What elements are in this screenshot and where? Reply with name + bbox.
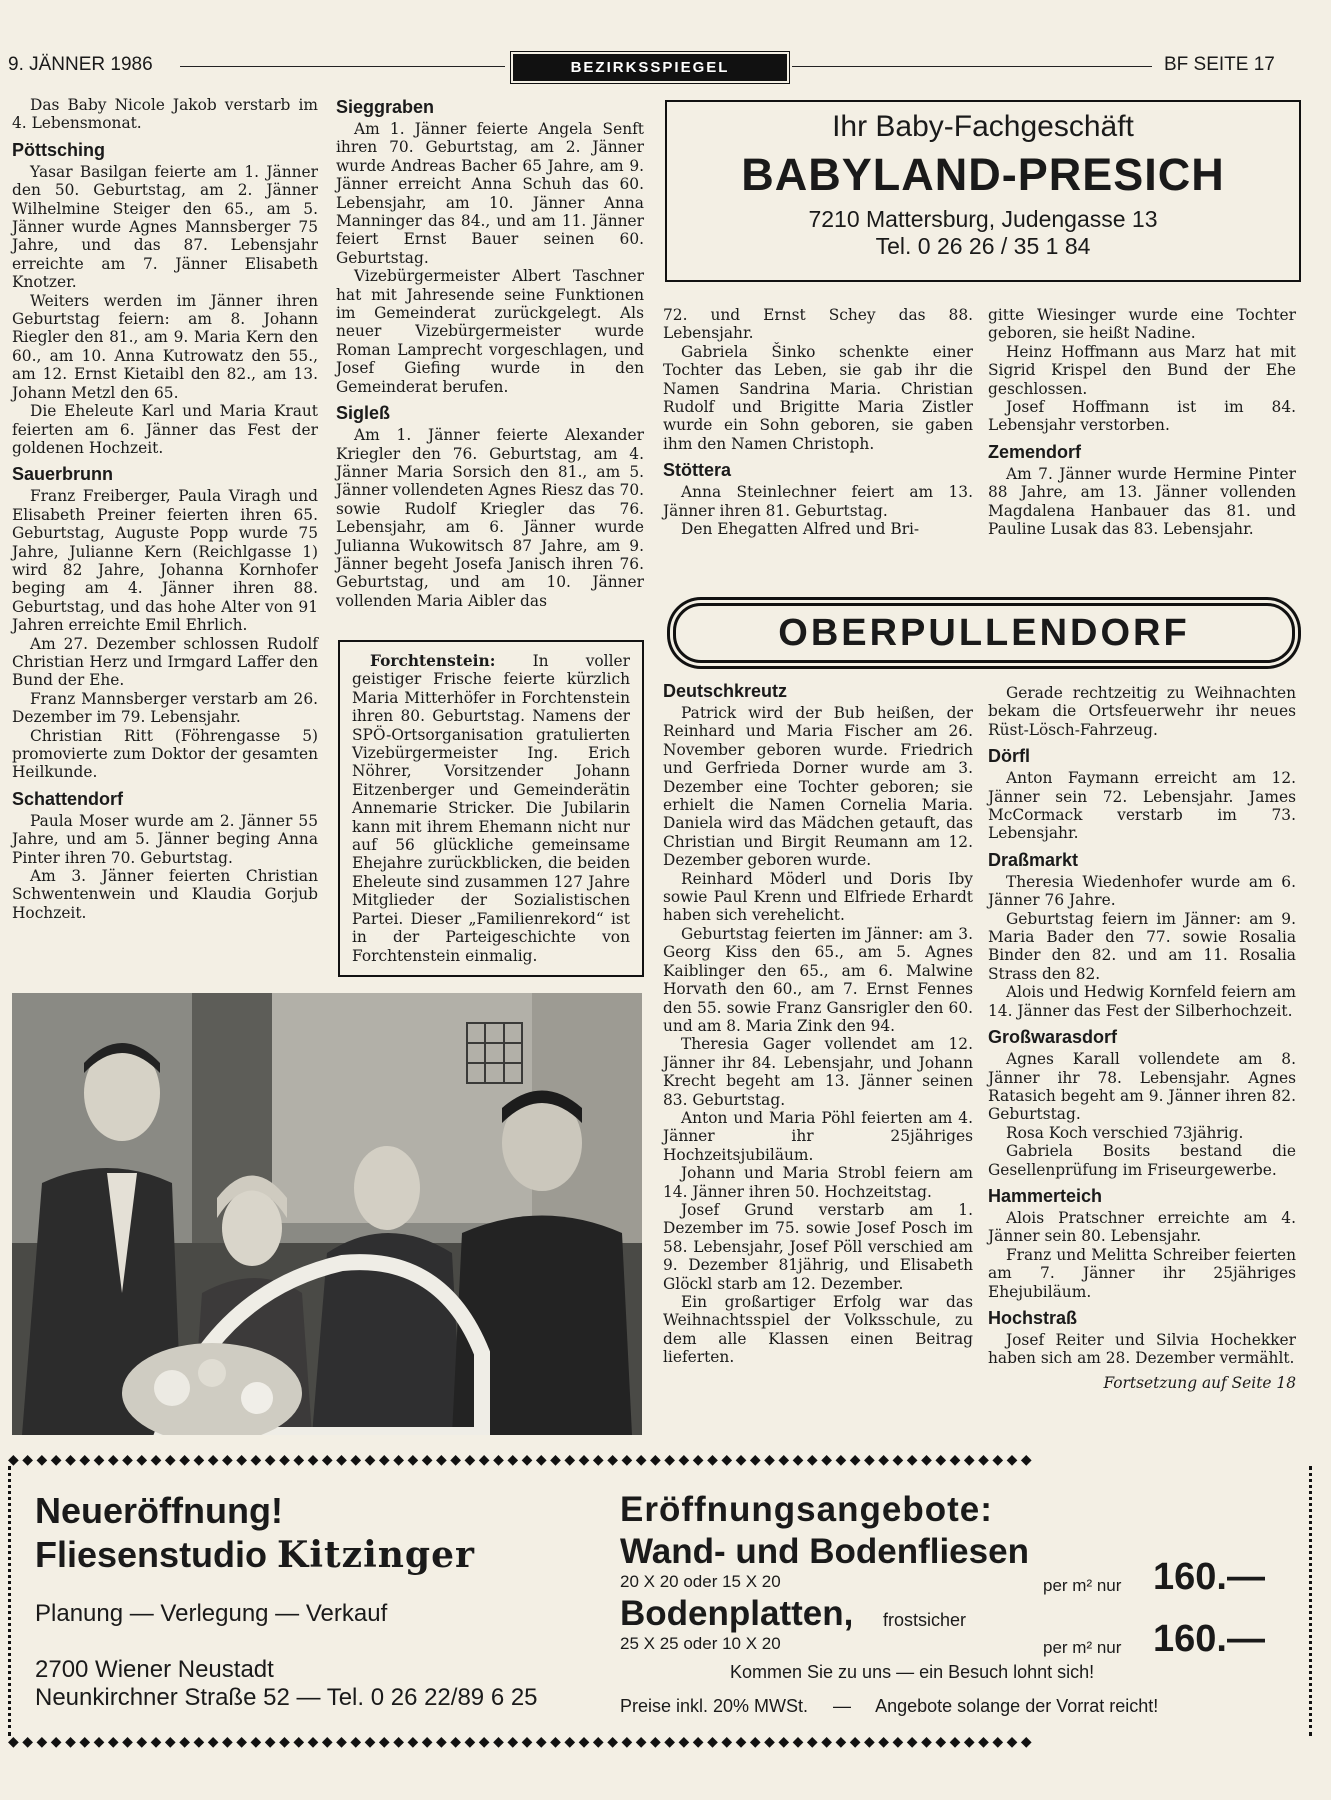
column-3 bbox=[663, 680, 973, 1367]
article-text: gitte Wiesinger wurde eine Tochter geboren, sie heißt Nadine. bbox=[988, 306, 1296, 343]
section-rubric: BEZIRKSSPIEGEL bbox=[513, 54, 787, 81]
continuation-note: Fortsetzung auf Seite 18 bbox=[1103, 1373, 1296, 1392]
article-text: Alois und Hedwig Kornfeld feiern am 14. Jänner das Fest der Silberhochzeit. bbox=[988, 983, 1296, 1020]
ad-headline-studio bbox=[35, 1534, 475, 1576]
article-text: Christian Ritt (Föhrengasse 5) promovierte zum Doktor der gesamten Heilkunde. bbox=[12, 726, 318, 782]
article-text: Theresia Wiedenhofer wurde am 6. Jänner 76 Jahre. bbox=[988, 872, 1296, 910]
article-text: Vizebürgermeister Albert Taschner hat mit Jahresende seine Funktionen im Gemeinderat zurückgelegt. Als neuer Vizebürgermeister wurde Roman Lamprecht vorgeschlagen, und Josef Giefing wurde in den Gemeinderat berufen. bbox=[336, 267, 644, 396]
article-text: Alois Pratschner erreichte am 4. Jänner sein 80. Lebensjahr. bbox=[988, 1208, 1296, 1246]
article-text: Das Baby Nicole Jakob verstarb im 4. Lebensmonat. bbox=[12, 96, 318, 133]
article-text: Am 1. Jänner feierte Alexander Kriegler den 76. Geburtstag, am 4. Jänner Maria Sorsich den 81., am 5. Jänner vollendeten Agnes Riesz das 70. sowie Rudolf Kriegler das 76. Lebensjahr, am 6. Jänner wurde Julianna Wukowitsch 87 Jahre, am 9. Jänner begeht Josefa Janisch ihren 76. Geburtstag, und am 10. Jänner vollenden Maria Aibler das bbox=[336, 426, 645, 610]
photo-illustration bbox=[12, 993, 642, 1435]
ad-offer-floorplates: Bodenplatten, bbox=[620, 1594, 854, 1633]
ad-offer-title: Eröffnungsangebote: bbox=[620, 1490, 993, 1529]
heading-deutschkreutz: Deutschkreutz bbox=[663, 681, 788, 701]
article-text: Patrick wird der Bub heißen, der Reinhard und Maria Fischer am 26. November geboren wurde. Friedrich und Gerfrieda Dorner wurde am 3. Dezember eine Tochter geboren; sie erhielt die Namen Cornelia Maria. Daniela wird das Mädchen getauft, das Christian und Birgit Reumann am 12. Dezember geboren wurde. bbox=[663, 704, 973, 870]
ad-per-m2: per m² nur bbox=[1043, 1576, 1122, 1595]
article-text: Franz Freiberger, Paula Viragh und Elisabeth Preiner feierten ihren 65. Geburtstag, Auguste Popp wurde 75 Jahre, Julianne Kern (Reichlgasse 1) wird 82 Jahre, Johanna Kornhofer beging am 4. Jänner ihren 88. Geburtstag, und das hohe Alter von 91 Jahren erreichte Emil Ehrlich. bbox=[12, 487, 318, 635]
heading-schattendorf: Schattendorf bbox=[12, 788, 124, 809]
article-text: Anton und Maria Pöhl feierten am 4. Jänner ihr 25jähriges Hochzeitsjubiläum. bbox=[663, 1108, 973, 1164]
heading-hochstrass: Hochstraß bbox=[988, 1307, 1078, 1328]
ad-headline-opening: Neueröffnung! bbox=[35, 1490, 283, 1531]
ad-baby-phone: Tel. 0 26 26 / 35 1 84 bbox=[875, 233, 1091, 259]
heading-sigless: Sigleß bbox=[336, 403, 391, 424]
ad-per-m2-2: per m² nur bbox=[1043, 1638, 1122, 1657]
ad-babyland bbox=[665, 100, 1301, 282]
article-text: Weiters werden im Jänner ihren Geburtstag feiern: am 8. Johann Riegler den 81., am 9. Maria Kern den 60., am 10. Anna Kutrowatz den 55., am 12. Ernst Kietaibl den 82., am 13. Johann Metzl den 65. bbox=[12, 291, 318, 402]
ad-city: 2700 Wiener Neustadt bbox=[35, 1656, 274, 1683]
diamond-border-bottom: ◆◆◆◆◆◆◆◆◆◆◆◆◆◆◆◆◆◆◆◆◆◆◆◆◆◆◆◆◆◆◆◆◆◆◆◆◆◆◆◆◆◆◆◆◆◆◆◆◆◆◆◆◆◆◆◆◆◆◆◆◆◆◆◆◆◆◆◆◆◆◆◆ bbox=[8, 1734, 1036, 1750]
article-text: Johann und Maria Strobl feiern am 14. Jänner ihren 50. Hochzeitstag. bbox=[663, 1164, 973, 1201]
article-text: Ein großartiger Erfolg war das Weihnachtsspiel der Volksschule, zu dem alle Klassen einen Beitrag lieferten. bbox=[663, 1293, 973, 1367]
article-text: Geburtstag feiern im Jänner: am 9. Maria Bader den 77. sowie Rosalia Binder den 82. und am 11. Rosalia Strass den 82. bbox=[988, 909, 1296, 983]
article-text: Franz Mannsberger verstarb am 26. Dezember im 79. Lebensjahr. bbox=[12, 689, 318, 727]
heading-hammerteich: Hammerteich bbox=[988, 1185, 1103, 1206]
ad-price-2: 160.— bbox=[1153, 1618, 1265, 1660]
ad-baby-tagline: Ihr Baby-Fachgeschäft bbox=[832, 110, 1134, 143]
column-4-top bbox=[988, 306, 1296, 538]
ad-visit-line: Kommen Sie zu uns — ein Besuch lohnt sich! bbox=[730, 1662, 1095, 1682]
ad-studio-prefix: Fliesenstudio bbox=[35, 1534, 278, 1575]
ad-offer2-note: frostsicher bbox=[883, 1610, 967, 1630]
ad-studio-brand: Kitzinger bbox=[277, 1534, 475, 1576]
article-text: Reinhard Möderl und Doris Iby sowie Paul Krenn und Elfriede Erhardt haben sich verehelicht. bbox=[663, 869, 973, 925]
article-text: Gerade rechtzeitig zu Weihnachten bekam die Ortsfeuerwehr ihr neues Rüst-Lösch-Fahrzeug. bbox=[988, 684, 1296, 739]
ad-offer2-sizes: 25 X 25 oder 10 X 20 bbox=[620, 1634, 781, 1653]
article-text: Am 27. Dezember schlossen Rudolf Christian Herz und Irmgard Laffer den Bund der Ehe. bbox=[12, 634, 318, 690]
header-rule-left bbox=[180, 66, 505, 67]
article-text: 72. und Ernst Schey das 88. Lebensjahr. bbox=[663, 306, 973, 343]
diamond-border-left bbox=[8, 1466, 17, 1736]
article-text: Am 1. Jänner feierte Angela Senft ihren 70. Geburtstag, am 2. Jänner wurde Andreas Bacher 65 Jahre, am 9. Jänner erreicht Anna Schuh das 60. Lebensjahr, am 10. Jänner Anna Manninger das 84., und am 11. Jänner feiert Ernst Bauer seinen 60. Geburtstag. bbox=[336, 120, 644, 267]
ad-footer-line: Preise inkl. 20% MWSt. — Angebote solange der Vorrat reicht! bbox=[620, 1696, 1159, 1716]
ad-services: Planung — Verlegung — Verkauf bbox=[35, 1600, 388, 1627]
article-text: Anton Faymann erreicht am 12. Jänner sein 72. Lebensjahr. James McCormack verstarb im 73. Lebensjahr. bbox=[988, 769, 1296, 843]
heading-sieggraben: Sieggraben bbox=[336, 97, 435, 117]
issue-date: 9. JÄNNER 1986 bbox=[8, 54, 153, 75]
heading-doerfl: Dörfl bbox=[988, 746, 1030, 767]
article-text: Yasar Basilgan feierte am 1. Jänner den 50. Geburtstag, am 2. Jänner Wilhelmine Steiger den 65., am 5. Jänner wurde Agnes Mannsberger 75 Jahre, und das 87. Lebensjahr erreichte am 7. Jänner Elisabeth Knotzer. bbox=[12, 162, 318, 292]
page-number: BF SEITE 17 bbox=[1164, 54, 1275, 75]
box-lead: Forchtenstein: bbox=[370, 652, 496, 670]
article-text: Josef Grund verstarb am 1. Dezember im 75. sowie Josef Posch im 58. Lebensjahr, Josef Pöll verschied am 9. Dezember 81jährig, und Elisabeth Glöckl starb am 12. Dezember. bbox=[663, 1200, 973, 1293]
heading-sauerbrunn: Sauerbrunn bbox=[12, 464, 114, 485]
heading-zemendorf: Zemendorf bbox=[988, 441, 1082, 462]
article-text: Josef Reiter und Silvia Hochekker haben sich am 28. Dezember vermählt. bbox=[988, 1330, 1296, 1368]
ad-street: Neunkirchner Straße 52 — Tel. 0 26 22/89 6 25 bbox=[35, 1684, 538, 1711]
article-text: Die Eheleute Karl und Maria Kraut feierten am 6. Jänner das Fest der goldenen Hochzeit. bbox=[12, 402, 318, 457]
diamond-border-top: ◆◆◆◆◆◆◆◆◆◆◆◆◆◆◆◆◆◆◆◆◆◆◆◆◆◆◆◆◆◆◆◆◆◆◆◆◆◆◆◆◆◆◆◆◆◆◆◆◆◆◆◆◆◆◆◆◆◆◆◆◆◆◆◆◆◆◆◆◆◆◆◆ bbox=[8, 1452, 1036, 1468]
column-3-top bbox=[663, 306, 973, 538]
column-4 bbox=[988, 684, 1296, 1392]
article-text: Den Ehegatten Alfred und Bri- bbox=[681, 520, 920, 539]
header-rule-right bbox=[792, 66, 1152, 67]
heading-poettsching: Pöttsching bbox=[12, 139, 105, 160]
column-2 bbox=[336, 96, 644, 610]
article-text: Anna Steinlechner feiert am 13. Jänner ihren 81. Geburtstag. bbox=[663, 483, 973, 520]
article-text: Gabriela Šinko schenkte einer Tochter das Leben, sie gab ihr die Namen Sandrina Maria. Christian Rudolf und Brigitte Maria Zistler wurde ein Sohn geboren, sie gaben ihm den Namen Christoph. bbox=[663, 342, 973, 453]
ad-baby-address: 7210 Mattersburg, Judengasse 13 bbox=[808, 206, 1158, 232]
ad-price-1: 160.— bbox=[1153, 1556, 1265, 1598]
article-text: Theresia Gager vollendet am 12. Jänner ihr 84. Lebensjahr, und Johann Krecht begeht am 13. Jänner seinen 83. Geburtstag. bbox=[663, 1035, 973, 1109]
article-text: Josef Hoffmann ist im 84. Lebensjahr verstorben. bbox=[988, 398, 1296, 435]
article-text: Heinz Hoffmann aus Marz hat mit Sigrid Krispel den Bund der Ehe geschlossen. bbox=[988, 342, 1296, 398]
heading-drassmarkt: Draßmarkt bbox=[988, 849, 1079, 870]
region-banner: OBERPULLENDORF bbox=[673, 603, 1295, 663]
article-text: Gabriela Bosits bestand die Gesellenprüfung im Friseurgewerbe. bbox=[988, 1142, 1296, 1179]
diamond-border-right bbox=[1303, 1466, 1312, 1736]
box-text: In voller geistiger Frische feierte kürzlich Maria Mitterhöfer in Forchtenstein ihren 80. Geburtstag. Namens der SPÖ-Ortsorganisation gratulierten Vizebürgermeister Ing. Erich Nöhrer, Vorsitzender Johann Eitzenberger und Gemeinderätin Annemarie Stricker. Die Jubilarin kann mit ihrem Ehemann nicht nur auf 56 glückliche gemeinsame Ehejahre zurückblicken, die beiden Eheleute sind zusammen 127 Jahre Mitglieder der Sozialistischen Partei. Dieser „Familienrekord“ ist in der Parteigeschichte von Forchtenstein einmalig. bbox=[352, 652, 630, 965]
forchtenstein-box bbox=[338, 640, 644, 977]
article-text: Franz und Melitta Schreiber feierten am 7. Jänner ihr 25jähriges Ehejubiläum. bbox=[988, 1245, 1296, 1301]
article-text: Am 7. Jänner wurde Hermine Pinter 88 Jahre, am 13. Jänner vollenden Magdalena Hanbauer das 81. und Pauline Lusak das 83. Lebensjahr. bbox=[988, 464, 1296, 539]
ad-fliesenstudio bbox=[8, 1452, 1314, 1792]
heading-grosswarasdorf: Großwarasdorf bbox=[988, 1027, 1118, 1048]
article-text: Am 3. Jänner feierten Christian Schwentenwein und Klaudia Gorjub Hochzeit. bbox=[12, 867, 318, 922]
ad-offer1-sizes: 20 X 20 oder 15 X 20 bbox=[620, 1572, 781, 1591]
article-text: Paula Moser wurde am 2. Jänner 55 Jahre, und am 5. Jänner beging Anna Pinter ihren 70. Geburtstag. bbox=[12, 811, 318, 867]
heading-stoettera: Stöttera bbox=[663, 460, 732, 481]
column-1 bbox=[12, 96, 318, 922]
ad-offer-wallfloor: Wand- und Bodenfliesen bbox=[620, 1532, 1029, 1571]
article-text: Rosa Koch verschied 73jährig. bbox=[1006, 1123, 1244, 1142]
article-text: Geburtstag feierten im Jänner: am 3. Georg Kiss den 65., am 5. Agnes Kaiblinger den 65., am 6. Malwine Horvath den 60., am 7. Ernst Fennes den 55. sowie Franz Gansrigler den 60. und am 8. Maria Zink den 94. bbox=[663, 924, 973, 1035]
photo-celebration bbox=[12, 993, 642, 1435]
article-text: Agnes Karall vollendete am 8. Jänner ihr 78. Lebensjahr. Agnes Ratasich begeht am 9. Jänner ihren 82. Geburtstag. bbox=[988, 1050, 1296, 1124]
ad-baby-name: BABYLAND-PRESICH bbox=[741, 149, 1225, 200]
